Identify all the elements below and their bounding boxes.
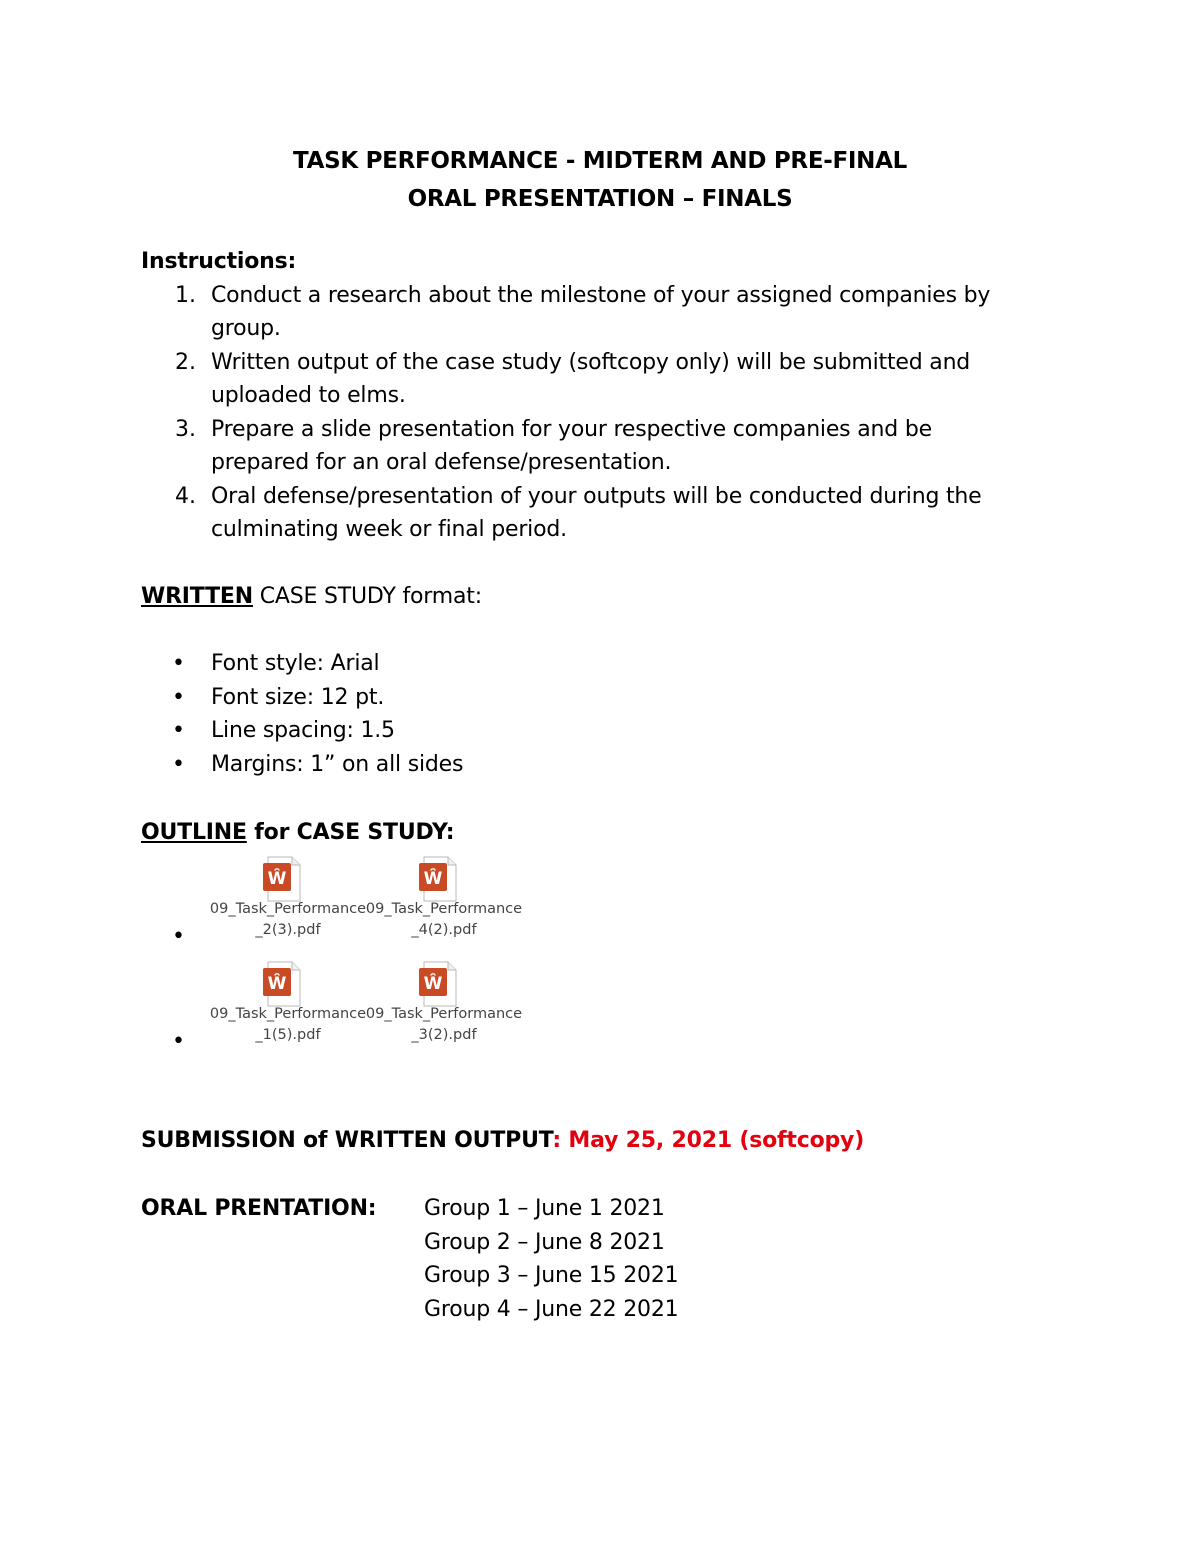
list-item-text-continued: prepared for an oral defense/presentation. [211,450,672,475]
svg-text:Ŵ: Ŵ [423,974,443,994]
pdf-file-icon [258,855,302,903]
attachment-filename: 09_Task_Performance_1(5).pdf [209,1006,367,1043]
submission-date: May 25, 2021 (softcopy) [560,1128,865,1153]
bullet-icon: • [172,651,185,676]
list-item-text: Font style: Arial [211,651,380,676]
pdf-file-icon [258,960,302,1008]
list-item-number: 4. [175,484,196,509]
list-item-text: Written output of the case study (softcopy only) will be submitted and [211,350,971,375]
list-item-text-continued: group. [211,316,281,341]
oral-presentation-label: ORAL PRENTATION: [141,1196,377,1221]
format-heading-rest: CASE STUDY format: [252,584,482,609]
bullet-icon: • [172,1029,185,1054]
submission-colon: : [552,1128,561,1153]
attachment-filename: 09_Task_Performance_4(2).pdf [365,901,523,938]
format-heading [141,584,482,609]
schedule-item: Group 3 – June 15 2021 [424,1263,679,1288]
outline-heading-keyword: OUTLINE [141,820,247,845]
instructions-heading: Instructions: [141,249,297,274]
bullet-icon: • [172,752,185,777]
list-item-text: Oral defense/presentation of your outputs will be conducted during the [211,484,982,509]
svg-text:Ŵ: Ŵ [423,869,443,889]
list-item-number: 2. [175,350,196,375]
list-item-text: Conduct a research about the milestone of your assigned companies by [211,283,991,308]
list-item-text: Font size: 12 pt. [211,685,385,710]
svg-text:Ŵ: Ŵ [267,974,287,994]
bullet-icon: • [172,924,185,949]
pdf-file-icon [414,855,458,903]
list-item-text-continued: uploaded to elms. [211,383,406,408]
list-item-text: Prepare a slide presentation for your respective companies and be [211,417,932,442]
schedule-item: Group 2 – June 8 2021 [424,1230,665,1255]
document-title-line1: TASK PERFORMANCE - MIDTERM AND PRE-FINAL [293,148,907,174]
attachment-filename: 09_Task_Performance_3(2).pdf [365,1006,523,1043]
schedule-item: Group 1 – June 1 2021 [424,1196,665,1221]
list-item-text: Line spacing: 1.5 [211,718,395,743]
outline-heading [141,820,454,845]
attachment-filename: 09_Task_Performance_2(3).pdf [209,901,367,938]
document-title-line2: ORAL PRESENTATION – FINALS [407,186,793,212]
bullet-icon: • [172,685,185,710]
svg-text:Ŵ: Ŵ [267,869,287,889]
list-item-text-continued: culminating week or final period. [211,517,567,542]
submission-line [141,1128,864,1153]
list-item-number: 3. [175,417,196,442]
list-item-text: Margins: 1” on all sides [211,752,464,777]
bullet-icon: • [172,718,185,743]
format-heading-keyword: WRITTEN [141,584,253,609]
list-item-number: 1. [175,283,196,308]
schedule-item: Group 4 – June 22 2021 [424,1297,679,1322]
outline-heading-rest: for CASE STUDY: [246,820,455,845]
submission-label: SUBMISSION of WRITTEN OUTPUT [141,1128,553,1153]
pdf-file-icon [414,960,458,1008]
